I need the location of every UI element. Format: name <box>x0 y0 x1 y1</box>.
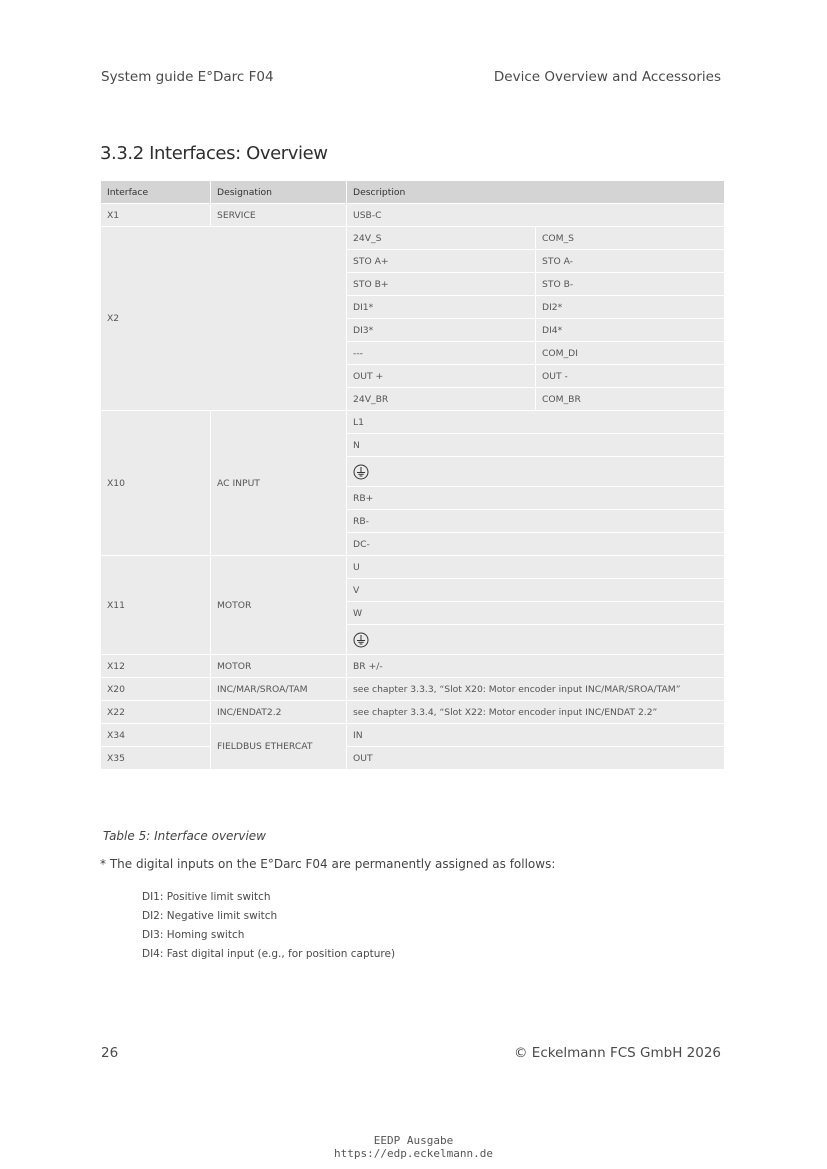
table-row <box>101 724 725 747</box>
interface-cell: X22 <box>101 701 211 724</box>
interface-cell: X2 <box>101 227 347 411</box>
list-item: DI3: Homing switch <box>142 929 245 941</box>
interface-overview-table <box>100 180 725 770</box>
description-cell: IN <box>347 724 725 747</box>
table-header-row <box>101 181 725 204</box>
pin-cell: DI3* <box>347 319 536 342</box>
interface-cell: X10 <box>101 411 211 556</box>
list-item: DI4: Fast digital input (e.g., for position capture) <box>142 948 396 960</box>
digital-input-list <box>142 888 395 964</box>
pin-cell: DI2* <box>536 296 725 319</box>
designation-cell: INC/ENDAT2.2 <box>211 701 347 724</box>
table-row <box>101 678 725 701</box>
pin-cell: COM_DI <box>536 342 725 365</box>
description-cell: L1 <box>347 411 725 434</box>
pin-cell: OUT + <box>347 365 536 388</box>
description-cell: RB+ <box>347 487 725 510</box>
running-header-left: System guide E°Darc F04 <box>101 69 274 85</box>
interface-cell: X34 <box>101 724 211 747</box>
description-cell: DC- <box>347 533 725 556</box>
pin-cell: --- <box>347 342 536 365</box>
description-cell: U <box>347 556 725 579</box>
description-cell: OUT <box>347 747 725 770</box>
pin-cell: STO A- <box>536 250 725 273</box>
designation-cell: AC INPUT <box>211 411 347 556</box>
table-caption: Table 5: Interface overview <box>103 829 266 843</box>
description-cell: N <box>347 434 725 457</box>
column-header-description: Description <box>347 181 725 204</box>
edition-stamp: EEDP Ausgabe <box>373 1134 454 1147</box>
column-header-interface: Interface <box>101 181 211 204</box>
page-number: 26 <box>101 1045 119 1061</box>
description-cell: RB- <box>347 510 725 533</box>
description-cell: V <box>347 579 725 602</box>
description-cell: BR +/- <box>347 655 725 678</box>
running-header-right: Device Overview and Accessories <box>493 69 721 85</box>
list-item: DI2: Negative limit switch <box>142 910 278 922</box>
designation-cell: MOTOR <box>211 556 347 655</box>
table-row <box>101 701 725 724</box>
interface-cell: X11 <box>101 556 211 655</box>
interface-cell: X35 <box>101 747 211 770</box>
pin-cell: 24V_S <box>347 227 536 250</box>
description-cell: W <box>347 602 725 625</box>
pin-cell: COM_S <box>536 227 725 250</box>
pin-cell: 24V_BR <box>347 388 536 411</box>
designation-cell: MOTOR <box>211 655 347 678</box>
list-item: DI1: Positive limit switch <box>142 891 271 903</box>
source-url: https://edp.eckelmann.de <box>334 1147 493 1160</box>
designation-cell: SERVICE <box>211 204 347 227</box>
interface-cell: X12 <box>101 655 211 678</box>
pin-cell: COM_BR <box>536 388 725 411</box>
pin-cell: DI4* <box>536 319 725 342</box>
description-cell <box>347 457 725 487</box>
description-cell: USB-C <box>347 204 725 227</box>
table-row <box>101 227 725 250</box>
table-row <box>101 411 725 434</box>
column-header-designation: Designation <box>211 181 347 204</box>
copyright: © Eckelmann FCS GmbH 2026 <box>514 1045 721 1061</box>
interface-cell: X20 <box>101 678 211 701</box>
section-title: 3.3.2 Interfaces: Overview <box>100 143 328 164</box>
protective-earth-icon <box>353 464 369 480</box>
designation-cell: INC/MAR/SROA/TAM <box>211 678 347 701</box>
interface-cell: X1 <box>101 204 211 227</box>
table-row <box>101 556 725 579</box>
pin-cell: STO B+ <box>347 273 536 296</box>
pin-cell: DI1* <box>347 296 536 319</box>
pin-cell: STO B- <box>536 273 725 296</box>
description-cell <box>347 625 725 655</box>
description-cell: see chapter 3.3.4, “Slot X22: Motor encoder input INC/ENDAT 2.2” <box>347 701 725 724</box>
table-row <box>101 204 725 227</box>
designation-cell: FIELDBUS ETHERCAT <box>211 724 347 770</box>
table-row <box>101 655 725 678</box>
pin-cell: STO A+ <box>347 250 536 273</box>
table-row <box>101 747 725 770</box>
pin-cell: OUT - <box>536 365 725 388</box>
protective-earth-icon <box>353 632 369 648</box>
footnote: * The digital inputs on the E°Darc F04 are permanently assigned as follows: <box>100 857 556 871</box>
description-cell: see chapter 3.3.3, “Slot X20: Motor encoder input INC/MAR/SROA/TAM” <box>347 678 725 701</box>
